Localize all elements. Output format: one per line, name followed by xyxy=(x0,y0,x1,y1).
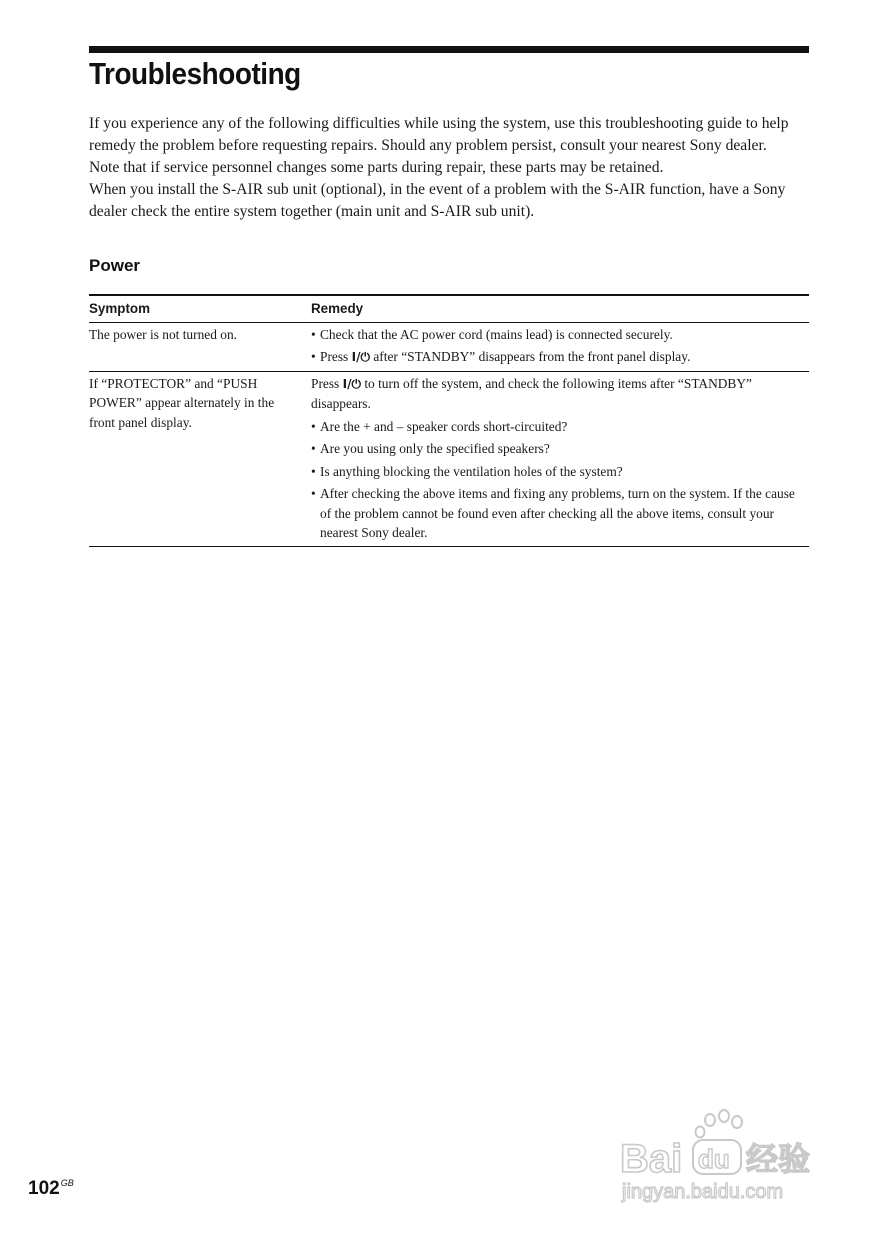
table-row xyxy=(89,322,809,371)
symptom-cell: If “PROTECTOR” and “PUSH POWER” appear alternately in the front panel display. xyxy=(89,371,311,546)
intro-paragraph: When you install the S-AIR sub unit (optional), in the event of a problem with the S-AIR function, have a Sony dealer check the entire system together (main unit and S-AIR sub unit). xyxy=(89,181,786,220)
title-rule xyxy=(89,46,809,53)
intro-text xyxy=(89,113,811,223)
remedy-item: • Check that the AC power cord (mains lead) is connected securely. xyxy=(311,325,809,345)
table-row xyxy=(89,371,809,546)
page-title: Troubleshooting xyxy=(89,56,301,91)
watermark-du: du xyxy=(698,1144,730,1174)
remedy-item: • After checking the above items and fixing any problems, turn on the system. If the cause of the problem cannot be found even after checking all the above items, consult your nearest Sony dealer. xyxy=(311,484,809,543)
watermark-jingyan: 经验 xyxy=(746,1140,811,1178)
power-button-icon: I/⏻ xyxy=(351,350,370,364)
remedy-list xyxy=(311,325,809,368)
remedy-text: Press xyxy=(311,375,343,391)
watermark-brand: Bai xyxy=(620,1137,683,1181)
remedy-cell xyxy=(311,371,809,546)
power-button-icon: I/⏻ xyxy=(342,376,361,391)
remedy-text: Press xyxy=(320,349,352,364)
remedy-text: to turn off the system, and check the following items after “STANDBY” disappears. xyxy=(311,375,752,411)
symptom-column-header: Symptom xyxy=(89,295,311,322)
remedy-cell xyxy=(311,322,809,371)
page-number-suffix: GB xyxy=(60,1178,74,1188)
page-number xyxy=(28,1178,74,1200)
symptom-cell: The power is not turned on. xyxy=(89,322,311,371)
remedy-list xyxy=(311,417,809,543)
intro-paragraph: Note that if service personnel changes some parts during repair, these parts may be retained. xyxy=(89,159,664,176)
baidu-jingyan-watermark xyxy=(618,1108,828,1208)
intro-paragraph: If you experience any of the following difficulties while using the system, use this troubleshooting guide to help remedy the problem before requesting repairs. Should any problem persist, consult your nearest Sony dealer. xyxy=(89,115,789,154)
remedy-item: • Is anything blocking the ventilation holes of the system? xyxy=(311,462,809,482)
section-heading-power: Power xyxy=(89,256,141,275)
remedy-item: • Are the + and – speaker cords short-circuited? xyxy=(311,417,809,437)
remedy-column-header: Remedy xyxy=(311,295,809,322)
troubleshooting-table xyxy=(89,294,809,547)
remedy-item xyxy=(311,347,809,368)
remedy-lead xyxy=(311,374,809,414)
remedy-item: • Are you using only the specified speakers? xyxy=(311,439,809,459)
remedy-text: after “STANDBY” disappears from the front panel display. xyxy=(369,349,691,364)
page-number-value: 102 xyxy=(28,1178,60,1199)
paw-logo-icon xyxy=(696,1110,743,1138)
table-header-row xyxy=(89,295,809,322)
watermark-url: jingyan.baidu.com xyxy=(622,1181,784,1203)
